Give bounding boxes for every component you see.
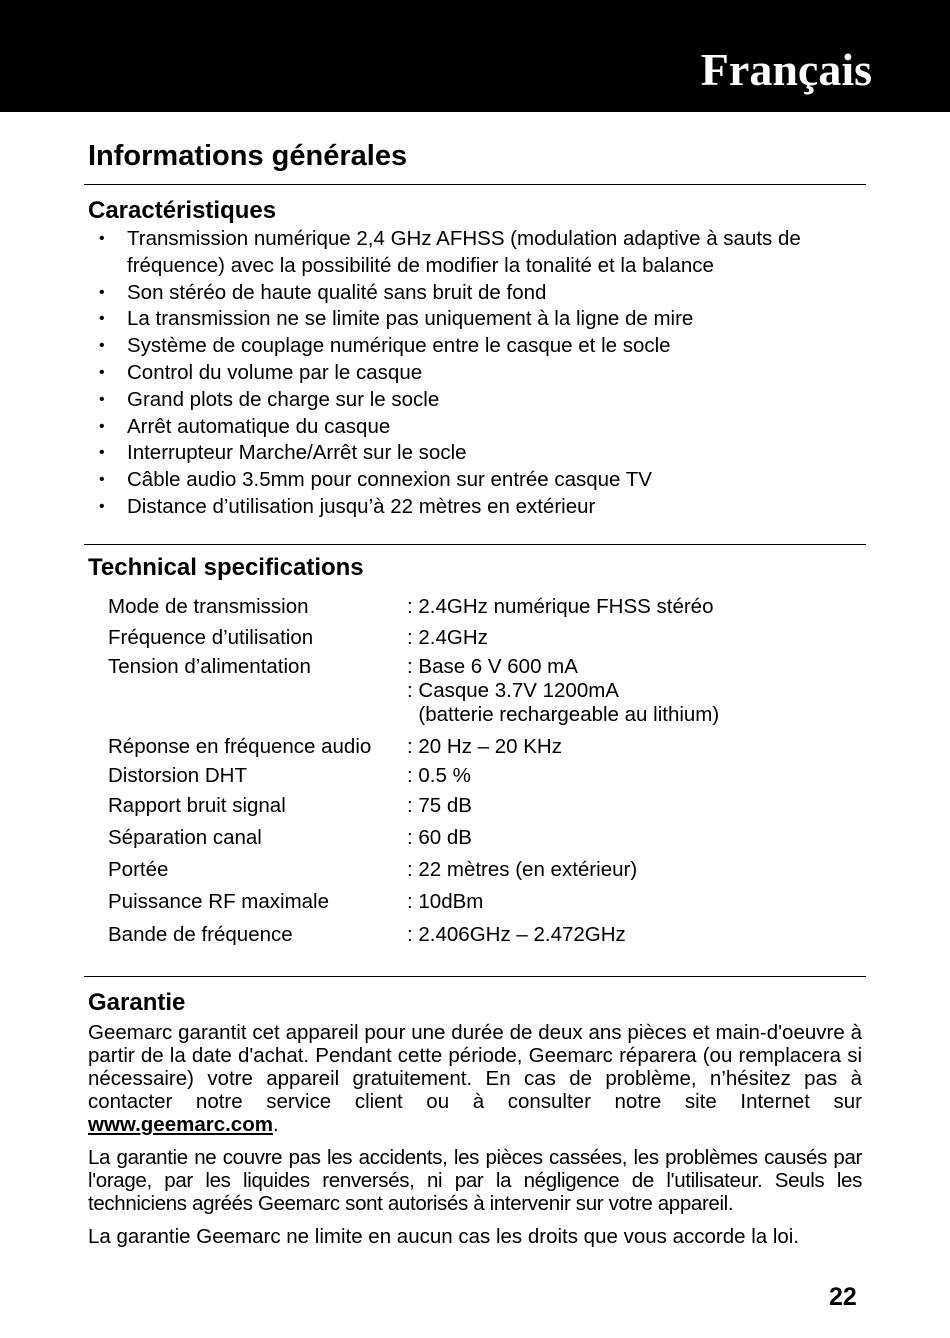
language-header-bar — [0, 0, 950, 112]
spec-label: Mode de transmission — [108, 595, 309, 618]
list-item: • Transmission numérique 2,4 GHz AFHSS (modulation adaptive à sauts de fréquence) avec la possibilité de modifier la tonalité et la balance — [88, 226, 868, 280]
spec-label: Tension d’alimentation — [108, 655, 311, 678]
warranty-paragraph: La garantie ne couvre pas les accidents, les pièces cassées, les problèmes causés par l'orage, par les liquides renversés, ni par la négligence de l'utilisateur. Seuls les techniciens agréés Geemarc sont autorisés à intervenir sur votre appareil. — [88, 1146, 862, 1215]
specs-heading: Technical specifications — [88, 554, 364, 581]
list-item: • La transmission ne se limite pas uniquement à la ligne de mire — [88, 306, 868, 333]
divider — [84, 184, 866, 185]
spec-value: : 60 dB — [407, 826, 472, 849]
spec-value: : 2.4GHz — [407, 626, 488, 649]
page-title: Informations générales — [88, 140, 408, 172]
spec-value: : 2.4GHz numérique FHSS stéréo — [407, 595, 714, 618]
divider — [84, 976, 866, 977]
list-item: • Distance d’utilisation jusqu’à 22 mètres en extérieur — [88, 494, 868, 521]
spec-value: : 22 mètres (en extérieur) — [407, 858, 638, 881]
spec-value: : 75 dB — [407, 794, 472, 817]
list-item: • Control du volume par le casque — [88, 360, 868, 387]
divider — [84, 544, 866, 545]
spec-value: : 0.5 % — [407, 764, 471, 787]
warranty-heading: Garantie — [88, 989, 186, 1016]
spec-label: Rapport bruit signal — [108, 794, 286, 817]
spec-label: Séparation canal — [108, 826, 262, 849]
features-list — [88, 226, 868, 521]
spec-value: : Base 6 V 600 mA — [407, 655, 578, 678]
list-item: • Câble audio 3.5mm pour connexion sur entrée casque TV — [88, 467, 868, 494]
spec-label: Portée — [108, 858, 169, 881]
spec-label: Distorsion DHT — [108, 764, 247, 787]
list-item: • Arrêt automatique du casque — [88, 414, 868, 441]
list-item: • Système de couplage numérique entre le casque et le socle — [88, 333, 868, 360]
website-link[interactable]: www.geemarc.com — [88, 1113, 273, 1136]
spec-value: : 2.406GHz – 2.472GHz — [407, 923, 626, 946]
spec-label: Fréquence d’utilisation — [108, 626, 314, 649]
spec-value: : Casque 3.7V 1200mA — [407, 679, 619, 702]
spec-value: : 20 Hz – 20 KHz — [407, 735, 562, 758]
spec-label: Puissance RF maximale — [108, 890, 330, 913]
list-item: • Interrupteur Marche/Arrêt sur le socle — [88, 440, 868, 467]
spec-label: Bande de fréquence — [108, 923, 293, 946]
page-number: 22 — [829, 1283, 857, 1311]
list-item: • Grand plots de charge sur le socle — [88, 387, 868, 414]
warranty-text: Geemarc garantit cet appareil pour une durée de deux ans pièces et main-d'oeuvre à partir de la date d'achat. Pendant cette période, Geemarc réparera (ou remplacera si nécessaire) votre appareil gratuitement. En cas de problème, n’hésitez pas à contacter notre service client ou à consulter notre site Internet sur — [88, 1021, 862, 1113]
spec-value: : 10dBm — [407, 890, 484, 913]
punctuation: . — [272, 1113, 279, 1136]
spec-value: (batterie rechargeable au lithium) — [407, 703, 720, 726]
language-title: Français — [700, 44, 872, 95]
features-heading: Caractéristiques — [88, 197, 277, 224]
warranty-paragraph: La garantie Geemarc ne limite en aucun cas les droits que vous accorde la loi. — [88, 1225, 800, 1248]
spec-label: Réponse en fréquence audio — [108, 735, 372, 758]
warranty-paragraph — [88, 1021, 862, 1136]
list-item: • Son stéréo de haute qualité sans bruit de fond — [88, 280, 868, 307]
